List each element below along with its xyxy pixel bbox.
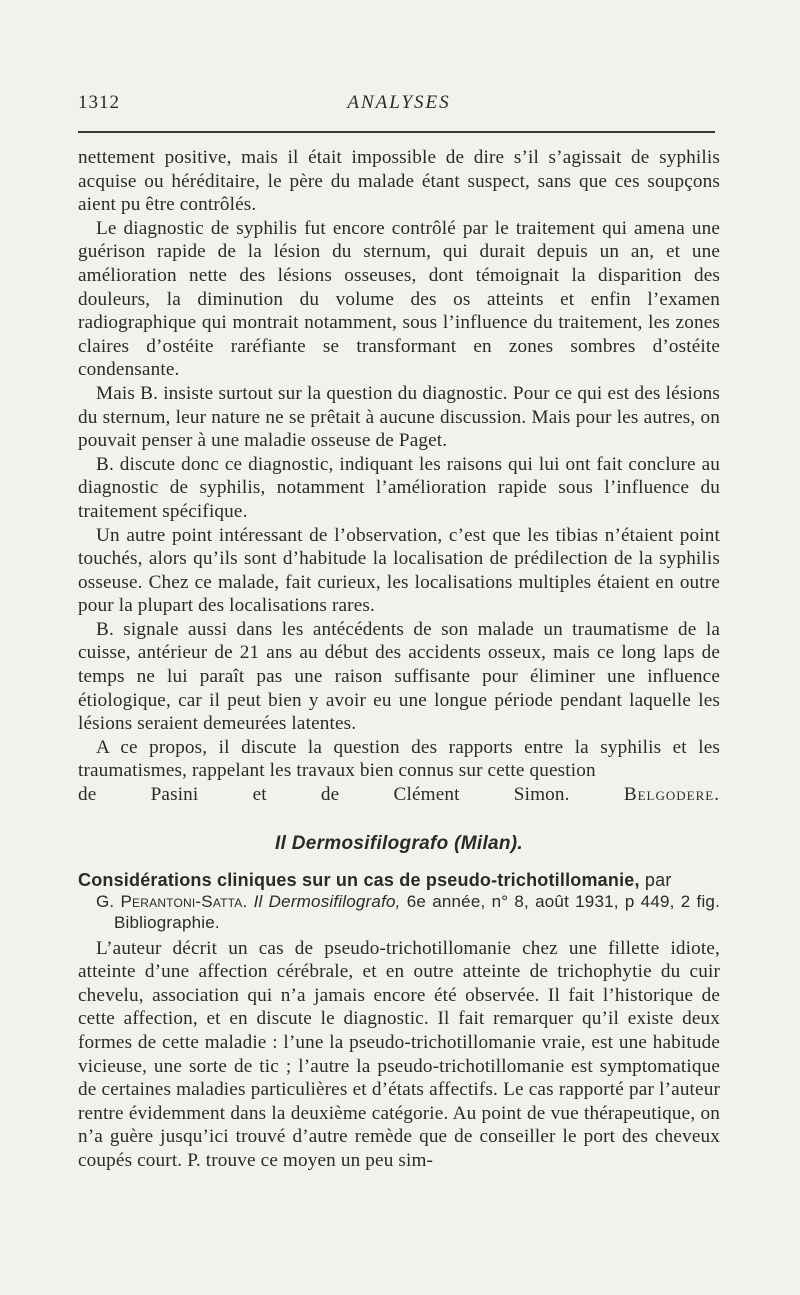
- paragraph: Un autre point intéressant de l’observation, c’est que les tibias n’étaient point touchés, alors qu’ils sont d’habitude la localisation de prédilection de la syphilis osseuse. Chez ce malade, fait curieux, les localisations multiples étaient en outre pour la plupart des localisations rares.: [78, 524, 720, 617]
- header-rule: [78, 131, 715, 133]
- page-number: 1312: [78, 92, 120, 113]
- signature: Belgodere.: [623, 784, 721, 806]
- article-details: 6e année, n° 8, août 1931, p 449, 2 fig. Bibliographie.: [114, 891, 720, 932]
- last-line: de Pasini et de Clément Simon.: [78, 784, 570, 806]
- paragraph: Mais B. insiste surtout sur la question du diagnostic. Pour ce qui est des lésions du sternum, leur nature ne se prêtait à aucune discussion. Mais pour les autres, on pouvait penser à une maladie osseuse de Paget.: [78, 382, 720, 452]
- signature-line: [78, 783, 720, 807]
- paragraph: B. signale aussi dans les antécédents de son malade un traumatisme de la cuisse, antérieur de 21 ans au début des accidents osseux, mais ce long laps de temps ne lui paraît pas une raison suffisante pour éliminer une influence étiologique, car il peut bien y avoir eu une longue période pendant laquelle les lésions seraient demeurées latentes.: [78, 618, 720, 735]
- paragraph: B. discute donc ce diagnostic, indiquant les raisons qui lui ont fait conclure au diagnostic de syphilis, notamment l’amélioration rapide sous l’influence du traitement spécifique.: [78, 453, 720, 522]
- article-author: G. Perantoni-Satta.: [96, 891, 248, 911]
- paragraph: nettement positive, mais il était impossible de dire s’il s’agissait de syphilis acquise ou héréditaire, le père du malade étant suspect, sans que ces soupçons aient pu être contrôlés.: [78, 147, 720, 216]
- body-text: [78, 146, 720, 1173]
- journal-title: Il Dermosifilografo (Milan).: [274, 832, 524, 854]
- article-heading: [78, 870, 720, 891]
- article-reference: [96, 891, 720, 933]
- article-by: par: [644, 869, 672, 890]
- page-header: [78, 92, 720, 120]
- article-title: Considérations cliniques sur un cas de pseudo-trichotillomanie,: [78, 869, 640, 890]
- page: [78, 92, 721, 1171]
- paragraph: A ce propos, il discute la question des rapports entre la syphilis et les traumatismes, rappelant les travaux bien connus sur cette question: [78, 736, 720, 782]
- paragraph: Le diagnostic de syphilis fut encore contrôlé par le traitement qui amena une guérison rapide de la lésion du sternum, qui durait depuis un an, et une amélioration nette des lésions osseuses, dont témoignait la disparition des douleurs, la diminution du volume des os atteints et enfin l’examen radiographique qui montrait notamment, sous l’influence du traitement, les zones claires d’ostéite raréfiante se transformant en zones sombres d’ostéite condensante.: [78, 217, 720, 381]
- paragraph: L’auteur décrit un cas de pseudo-trichotillomanie chez une fillette idiote, atteinte d’une affection cérébrale, et en outre atteinte de trichophytie du cuir chevelu, association qui n’a jamais encore été observée. Il fait l’historique de cette affection, et en discute le diagnostic. Il fait remarquer qu’il existe deux formes de cette maladie : l’une la pseudo-trichotillomanie vraie, est une habitude vicieuse, une sorte de tic ; l’autre la pseudo-trichotillomanie est symptomatique de certaines maladies particulières et d’états affectifs. Le cas rapporté par l’auteur rentre évidemment dans la deuxième catégorie. Au point de vue thérapeutique, on n’a guère jusqu’ici trouvé d’autre remède que de conseiller le port des cheveux coupés court. P. trouve ce moyen un peu sim-: [78, 937, 720, 1171]
- running-title: ANALYSES: [347, 92, 451, 113]
- article-journal: Il Dermosifilografo,: [253, 891, 401, 911]
